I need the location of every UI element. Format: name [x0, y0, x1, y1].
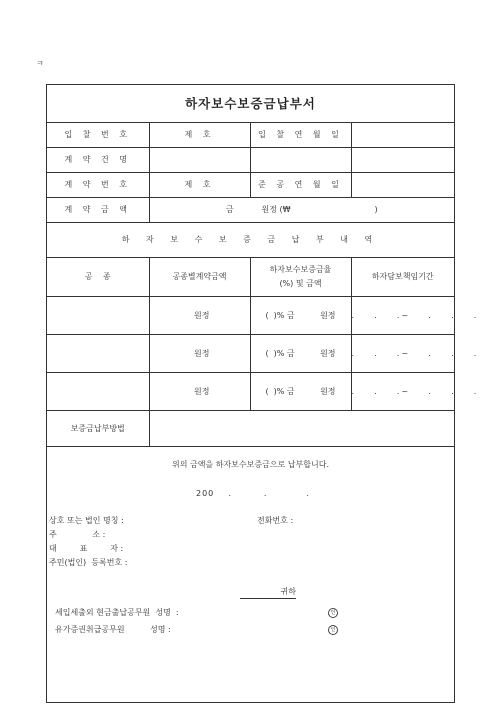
- contract-name-row: [47, 147, 454, 172]
- detail-row: [47, 296, 454, 334]
- period-cell: . . .~ . . .: [351, 372, 454, 410]
- recipient-line: 귀하: [240, 586, 296, 599]
- statement-text: 위의 금액을 하자보수보증금으로 납부합니다.: [171, 460, 329, 469]
- completion-date-field[interactable]: [351, 172, 454, 197]
- work-cell[interactable]: [47, 372, 149, 410]
- payment-method-row: [47, 410, 454, 446]
- bid-date-field[interactable]: [351, 122, 454, 147]
- rate-cell: ( )% 금 원정: [250, 372, 351, 410]
- section-header-text: 하 자 보 수 보 증 금 납 부 내 역: [121, 235, 380, 244]
- contract-amount-value: 금 원정 (₩ ): [149, 197, 454, 222]
- seal-mark-1: 인: [328, 608, 338, 618]
- amount-cell: 원정: [149, 296, 250, 334]
- address-label: 주 소 :: [49, 530, 106, 539]
- detail-row: [47, 372, 454, 410]
- section-header: [47, 222, 454, 257]
- securities-officer-label: 유가증권취급공무원 성명 :: [55, 625, 171, 634]
- completion-date-label: 준 공 연 월 일: [250, 172, 351, 197]
- rate-cell: ( )% 금 원정: [250, 334, 351, 372]
- bid-row: [47, 122, 454, 147]
- registration-no-label: 주민(법인) 등록번호 :: [49, 558, 128, 567]
- work-cell[interactable]: [47, 334, 149, 372]
- work-header: 공 종: [47, 257, 149, 296]
- contract-name-field-3[interactable]: [351, 147, 454, 172]
- cash-officer-label: 세입세출외 현금출납공무원 성명 :: [55, 608, 179, 617]
- contract-no-label: 계 약 번 호: [47, 172, 149, 197]
- period-cell: . . .~ . . .: [351, 334, 454, 372]
- representative-label: 대 표 자 :: [49, 544, 124, 553]
- work-cell[interactable]: [47, 296, 149, 334]
- seal-icon: [328, 624, 338, 635]
- rate-cell: ( )% 금 원정: [250, 296, 351, 334]
- deposit-rate-header-line2: (%) 및 금액: [279, 279, 322, 288]
- work-amount-header: 공종별계약금액: [149, 257, 250, 296]
- detail-header-row: [47, 257, 454, 296]
- date-line: 200 . . .: [196, 489, 310, 498]
- contract-no-value: 제 호: [149, 172, 250, 197]
- contract-name-field-2[interactable]: [250, 147, 351, 172]
- detail-row: [47, 334, 454, 372]
- bid-no-label: 입 찰 번 호: [47, 122, 149, 147]
- form-title: 하자보수보증금납부서: [47, 85, 454, 123]
- amount-cell: 원정: [149, 372, 250, 410]
- deposit-rate-header-line1: 하자보수보증금율: [269, 265, 332, 274]
- contract-no-row: [47, 172, 454, 197]
- contract-amount-row: [47, 197, 454, 222]
- section-header-row: [47, 222, 454, 257]
- deposit-rate-header: [250, 257, 351, 296]
- period-cell: . . .~ . . .: [351, 296, 454, 334]
- bid-date-label: 입 찰 연 월 일: [250, 122, 351, 147]
- payment-method-label: 보증금납부방법: [47, 410, 149, 446]
- company-label: 상호 또는 법인 명칭 :: [49, 516, 124, 525]
- contract-name-field[interactable]: [149, 147, 250, 172]
- contract-amount-label: 계 약 금 액: [47, 197, 149, 222]
- payment-method-field[interactable]: [149, 410, 454, 446]
- deposit-form: [46, 84, 479, 703]
- form-table: [47, 122, 479, 447]
- seal-icon: [328, 607, 338, 618]
- bid-no-value: 제 호: [149, 122, 250, 147]
- contract-name-label: 계 약 건 명: [47, 147, 149, 172]
- period-header: 하자담보책임기간: [351, 257, 454, 296]
- phone-label: 전화번호 :: [257, 516, 294, 525]
- amount-cell: 원정: [149, 334, 250, 372]
- seal-mark-2: 인: [328, 625, 338, 635]
- corner-mark: ㅋ: [36, 59, 44, 68]
